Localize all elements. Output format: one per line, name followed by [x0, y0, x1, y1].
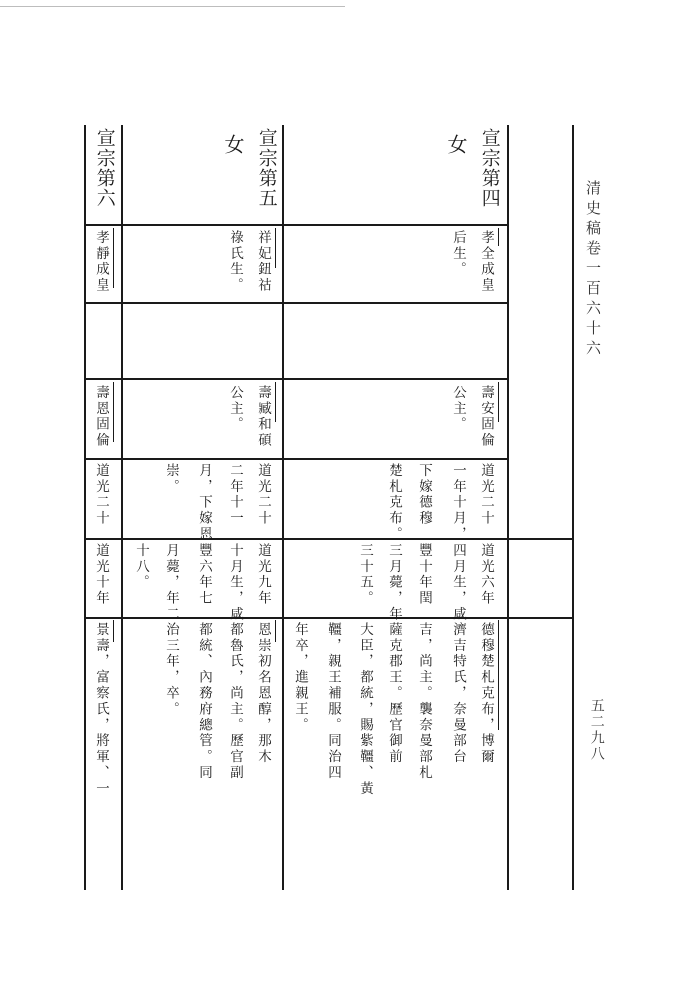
- table-right-border: [572, 125, 574, 890]
- female-marker: 女: [444, 134, 468, 154]
- row-divider: [84, 538, 573, 540]
- column-divider: [507, 125, 509, 890]
- death-line: 十八。: [133, 543, 149, 591]
- column-title: 宣宗第五: [255, 128, 278, 208]
- row-divider: [84, 458, 508, 460]
- husband-line: 大臣，都統，賜紫韁、黃: [357, 622, 373, 797]
- death-line: 道光六年: [478, 543, 494, 607]
- name-mark: [275, 382, 276, 422]
- husband-line: 治三年，卒。: [163, 622, 179, 718]
- marriage-line: 道光二十: [255, 463, 271, 527]
- mother-line: 后生。: [450, 230, 466, 278]
- female-marker: 女: [221, 134, 245, 154]
- death-line: 月薨，年二: [163, 543, 179, 623]
- marriage-line: 月，下嫁恩: [196, 463, 212, 543]
- title-line: 壽安固倫: [478, 385, 494, 449]
- mother-line: 祿氏生。: [227, 230, 243, 294]
- death-line: 道光十年: [93, 543, 109, 607]
- title-line: 壽恩固倫: [93, 385, 109, 449]
- column-divider: [282, 125, 284, 890]
- title-line: 公主。: [227, 385, 243, 433]
- name-mark: [113, 382, 114, 442]
- mother-line: 孝全成皇: [478, 230, 494, 294]
- column-title: 宣宗第六: [93, 128, 116, 208]
- death-line: 三月薨，年: [386, 543, 402, 623]
- marriage-line: 楚札克布。: [386, 463, 402, 543]
- death-line: 豐十年閏: [416, 543, 432, 607]
- title-line: 公主。: [450, 385, 466, 433]
- husband-line: 都魯氏，尚主。歷官副: [227, 622, 243, 781]
- husband-line: 景壽，富察氏，將軍、一: [93, 622, 109, 797]
- husband-line: 韁，親王補服。同治四: [325, 622, 341, 781]
- husband-line: 薩克郡王。歷官御前: [386, 622, 402, 766]
- page-number: 五二九八: [588, 698, 605, 762]
- name-mark: [498, 382, 499, 422]
- death-line: 道光九年: [255, 543, 271, 607]
- name-mark: [113, 228, 114, 288]
- marriage-line: 二年十一: [227, 463, 243, 527]
- husband-line: 年卒，進親王。: [292, 622, 308, 734]
- row-divider: [84, 378, 508, 380]
- column-title: 宣宗第四: [478, 128, 501, 208]
- table-left-border: [84, 125, 86, 890]
- marriage-line: 一年十月，: [450, 463, 466, 543]
- death-line: 四月生，咸: [450, 543, 466, 623]
- name-mark: [498, 620, 499, 730]
- death-line: 十月生，咸: [227, 543, 243, 623]
- name-mark: [498, 228, 499, 246]
- name-mark: [113, 620, 114, 642]
- death-line: 豐六年七: [196, 543, 212, 607]
- row-divider: [84, 617, 573, 619]
- husband-line: 恩崇初名恩醇，那木: [255, 622, 271, 766]
- scan-edge-line: [0, 6, 345, 7]
- husband-line: 吉，尚主。襲奈曼部札: [416, 622, 432, 781]
- name-mark: [275, 620, 276, 642]
- column-divider: [121, 125, 123, 890]
- husband-line: 濟吉特氏，奈曼部台: [450, 622, 466, 766]
- marriage-line: 崇。: [163, 463, 179, 495]
- name-mark: [275, 228, 276, 268]
- row-divider: [84, 224, 508, 226]
- row-divider: [84, 302, 508, 304]
- mother-line: 祥妃鈕祜: [255, 230, 271, 294]
- title-line: 壽臧和碩: [255, 385, 271, 449]
- running-head: 清史稿卷一百六十六: [584, 180, 602, 360]
- marriage-line: 道光二十: [93, 463, 109, 527]
- death-line: 三十五。: [357, 543, 373, 607]
- marriage-line: 道光二十: [478, 463, 494, 527]
- husband-line: 都統、內務府總管。同: [196, 622, 212, 781]
- marriage-line: 下嫁德穆: [416, 463, 432, 527]
- mother-line: 孝靜成皇: [93, 230, 109, 294]
- husband-line: 德穆楚札克布，博爾: [478, 622, 494, 766]
